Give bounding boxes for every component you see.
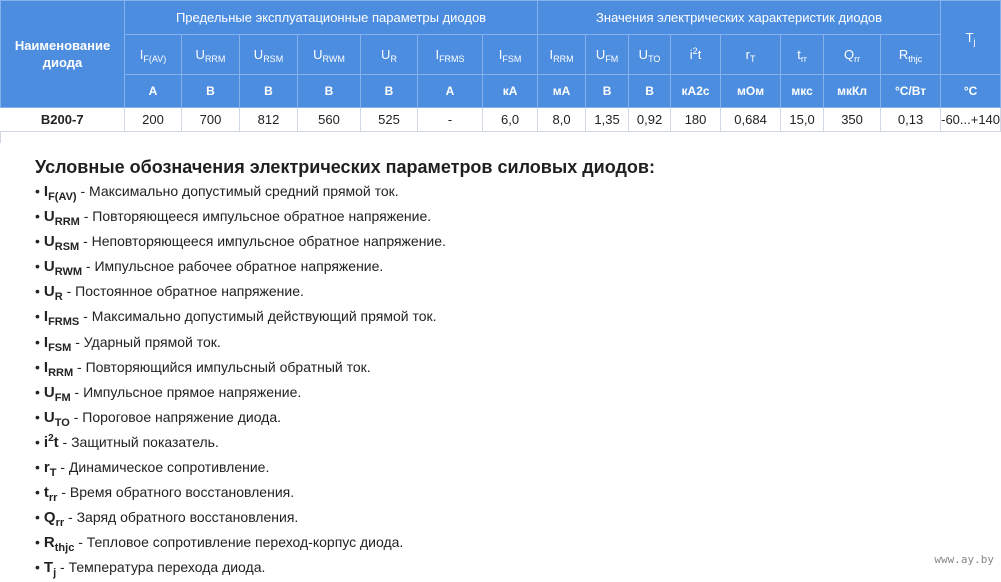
table-cell-3: 560 <box>298 108 361 132</box>
symbol-base: U <box>381 47 391 62</box>
symbol-base: t <box>797 47 801 62</box>
table-cell-14: 0,13 <box>881 108 941 132</box>
header-symbol-5 <box>418 35 483 75</box>
symbol-sub: rr <box>854 54 861 64</box>
legend-symbol-sub: TO <box>54 416 70 429</box>
table-cell-2: 812 <box>240 108 298 132</box>
legend-description: - Пороговое напряжение диода. <box>69 408 282 425</box>
legend-symbol-base: U <box>43 208 55 226</box>
legend-item <box>35 531 935 556</box>
header-unit-13: мкКл <box>824 75 881 108</box>
legend-symbol <box>43 258 83 279</box>
legend-description: - Заряд обратного восстановления. <box>64 509 299 526</box>
table-row <box>1 108 1001 132</box>
symbol-sub: TO <box>648 54 661 64</box>
header-group-limits: Предельные эксплуатационные параметры диодов <box>125 1 538 35</box>
symbol-sub: thjc <box>908 54 923 64</box>
symbol-sup: 2 <box>692 46 698 56</box>
legend-item <box>35 331 935 356</box>
legend-symbol <box>43 484 58 505</box>
legend-symbol-base: U <box>43 283 55 301</box>
symbol-base: U <box>638 47 649 62</box>
symbol-sub: RWM <box>322 54 345 64</box>
legend-description: - Максимально допустимый средний прямой ток. <box>76 183 399 199</box>
header-unit-3: В <box>298 75 361 108</box>
table-cell-10: 180 <box>671 108 721 132</box>
bullet-icon: • <box>35 233 40 250</box>
legend-symbol <box>43 383 71 404</box>
symbol-base: I <box>498 47 503 62</box>
symbol-base: r <box>745 47 750 62</box>
legend-item <box>35 356 935 381</box>
legend-description: - Защитный показатель. <box>58 433 219 450</box>
header-symbol-10 <box>671 35 721 75</box>
table-cell-0: 200 <box>125 108 182 132</box>
header-unit-8: В <box>586 75 629 108</box>
legend-symbol-sub: thjc <box>54 542 75 555</box>
legend-symbol <box>43 509 65 530</box>
legend-symbol-sub: T <box>49 467 57 480</box>
table-cell-11: 0,684 <box>721 108 781 132</box>
bullet-icon: • <box>35 208 40 225</box>
legend-item <box>35 305 935 330</box>
table-cell-13: 350 <box>824 108 881 132</box>
legend-symbol <box>43 233 80 254</box>
symbol-base: i <box>689 47 693 62</box>
header-unit-tj: °С <box>941 75 1001 108</box>
bullet-icon: • <box>35 484 40 501</box>
legend-symbol-sub: RRM <box>48 366 74 379</box>
symbol-sub: RRM <box>553 54 574 64</box>
legend-description: - Тепловое сопротивление переход-корпус диода. <box>74 534 404 551</box>
tj-symbol-sub: j <box>973 37 976 47</box>
legend-title: Условные обозначения электрических параметров силовых диодов: <box>35 157 655 177</box>
legend-symbol-base: I <box>43 183 49 200</box>
legend-symbol-sub: FSM <box>48 341 72 354</box>
legend-symbol <box>43 208 80 229</box>
legend-symbol-base: t <box>43 484 49 502</box>
watermark: www.ay.by <box>934 553 994 566</box>
symbol-sub: FSM <box>502 54 522 64</box>
legend-symbol-base: i <box>43 433 49 451</box>
table-cell-7: 8,0 <box>538 108 586 132</box>
legend-description: - Импульсное прямое напряжение. <box>70 383 302 400</box>
legend-item <box>35 406 935 431</box>
legend-symbol <box>43 534 75 555</box>
legend-description: - Температура перехода диода. <box>56 559 266 576</box>
header-tj <box>941 1 1001 75</box>
legend-symbol-base: U <box>43 258 55 276</box>
header-unit-1: В <box>182 75 240 108</box>
header-unit-4: В <box>361 75 418 108</box>
legend-symbol-base: r <box>43 459 50 477</box>
legend-symbol-base: Q <box>43 509 56 527</box>
legend-symbol-sub: j <box>53 567 57 580</box>
legend-description: - Повторяющееся импульсное обратное напряжение. <box>79 208 432 225</box>
legend-symbol-sub: F(AV) <box>48 191 77 203</box>
header-unit-12: мкс <box>781 75 824 108</box>
legend-symbol-sub: R <box>54 291 63 304</box>
legend-symbol-sub: FM <box>54 391 71 404</box>
symbol-after: t <box>697 47 702 62</box>
legend-description: - Максимально допустимый действующий прямой ток. <box>79 308 437 325</box>
legend-description: - Повторяющийся импульсный обратный ток. <box>73 358 371 375</box>
legend-symbol-base: T <box>43 559 54 577</box>
diode-name-cell: B200-7 <box>1 108 125 132</box>
legend-item <box>35 456 935 481</box>
legend-item <box>35 230 935 255</box>
header-symbol-12 <box>781 35 824 75</box>
legend-description: - Ударный прямой ток. <box>71 333 221 350</box>
symbol-base: U <box>253 47 264 62</box>
table-cell-5: - <box>418 108 483 132</box>
legend-symbol-sup: 2 <box>48 432 54 444</box>
symbol-sub: FRMS <box>439 54 465 64</box>
header-diode-name: Наименование диода <box>1 1 125 108</box>
symbol-base: Q <box>843 47 855 62</box>
diode-parameters-table <box>0 0 1001 132</box>
header-symbol-7 <box>538 35 586 75</box>
bullet-icon: • <box>35 308 40 325</box>
symbol-sub: T <box>749 54 756 64</box>
header-unit-0: А <box>125 75 182 108</box>
header-unit-row <box>1 75 1001 108</box>
legend-symbol <box>43 308 80 329</box>
legend-symbol-base: R <box>43 534 55 552</box>
bullet-icon: • <box>35 258 40 275</box>
symbol-base: I <box>549 47 554 62</box>
legend-symbol <box>43 459 57 480</box>
header-symbol-11 <box>721 35 781 75</box>
legend-symbol-base: I <box>43 358 49 376</box>
legend-item <box>35 556 935 581</box>
legend-symbol-sub: rr <box>48 492 58 505</box>
header-unit-5: А <box>418 75 483 108</box>
header-symbol-14 <box>881 35 941 75</box>
bullet-icon: • <box>35 408 40 425</box>
table-cell-9: 0,92 <box>629 108 671 132</box>
legend-item <box>35 180 935 205</box>
legend-symbol <box>43 333 72 354</box>
table-cell-12: 15,0 <box>781 108 824 132</box>
bullet-icon: • <box>35 358 40 375</box>
bullet-icon: • <box>35 283 40 300</box>
legend-symbol-base: U <box>43 383 55 401</box>
legend-symbol-base: I <box>43 333 49 351</box>
legend-item <box>35 280 935 305</box>
header-symbol-8 <box>586 35 629 75</box>
legend-symbol <box>43 283 63 304</box>
header-symbol-3 <box>298 35 361 75</box>
bullet-icon: • <box>35 534 40 551</box>
symbol-sub: RSM <box>263 54 284 64</box>
bullet-icon: • <box>35 383 40 400</box>
legend-item <box>35 481 935 506</box>
legend-description: - Постоянное обратное напряжение. <box>62 283 304 300</box>
tj-symbol: T <box>965 30 974 45</box>
symbol-sub: RRM <box>204 54 226 64</box>
legend-item <box>35 381 935 406</box>
legend-symbol-sub: RRM <box>54 216 80 229</box>
header-symbol-13 <box>824 35 881 75</box>
header-unit-14: °С/Вт <box>881 75 941 108</box>
legend-symbol <box>43 358 74 379</box>
header-unit-9: В <box>629 75 671 108</box>
legend-item <box>35 431 935 456</box>
legend-symbol <box>43 559 57 580</box>
symbol-sub: R <box>390 54 397 64</box>
table-cell-6: 6,0 <box>483 108 538 132</box>
header-symbol-6 <box>483 35 538 75</box>
table-continuation <box>0 131 1000 143</box>
bullet-icon: • <box>35 333 40 350</box>
legend-symbol-sub: RWM <box>54 266 83 279</box>
header-unit-10: кА2с <box>671 75 721 108</box>
header-unit-6: кА <box>483 75 538 108</box>
legend-symbol-sub: FRMS <box>48 316 80 329</box>
legend-description: - Динамическое сопротивление. <box>56 459 270 476</box>
symbol-sub: rr <box>800 54 807 64</box>
table-cell-8: 1,35 <box>586 108 629 132</box>
legend-symbol-sub: RSM <box>54 241 80 254</box>
legend-list <box>35 180 935 582</box>
legend-symbol-after: t <box>53 433 59 451</box>
symbol-base: R <box>898 47 909 62</box>
table-cell-15: -60...+140 <box>941 108 1001 132</box>
header-symbol-2 <box>240 35 298 75</box>
bullet-icon: • <box>35 509 40 526</box>
header-group-characteristics: Значения электрических характеристик диодов <box>538 1 941 35</box>
symbol-base: U <box>195 47 205 62</box>
legend-item <box>35 506 935 531</box>
bullet-icon: • <box>35 459 40 476</box>
header-unit-2: В <box>240 75 298 108</box>
legend-symbol-base: U <box>43 408 55 426</box>
legend-symbol <box>43 408 70 429</box>
legend-item <box>35 255 935 280</box>
legend-item <box>35 205 935 230</box>
bullet-icon: • <box>35 183 40 199</box>
legend-symbol <box>43 183 77 203</box>
symbol-base: U <box>313 47 323 62</box>
legend-symbol-base: I <box>43 308 49 326</box>
header-unit-7: мА <box>538 75 586 108</box>
bullet-icon: • <box>35 559 40 576</box>
legend-description: - Время обратного восстановления. <box>57 484 295 501</box>
legend-description: - Неповторяющееся импульсное обратное напряжение. <box>79 233 446 250</box>
symbol-base: I <box>139 47 144 62</box>
header-symbol-row <box>1 35 1001 75</box>
symbol-sub: FM <box>605 54 619 64</box>
header-symbol-1 <box>182 35 240 75</box>
header-symbol-4 <box>361 35 418 75</box>
symbol-sub: F(AV) <box>143 54 167 64</box>
legend-symbol <box>44 434 59 451</box>
legend-symbol-base: U <box>43 233 55 251</box>
legend-section <box>35 157 935 582</box>
table-cell-1: 700 <box>182 108 240 132</box>
header-unit-11: мОм <box>721 75 781 108</box>
symbol-base: U <box>595 47 606 62</box>
legend-symbol-sub: rr <box>55 517 65 530</box>
bullet-icon: • <box>35 433 40 450</box>
symbol-base: I <box>435 47 440 62</box>
header-symbol-9 <box>629 35 671 75</box>
header-symbol-0 <box>125 35 182 75</box>
legend-description: - Импульсное рабочее обратное напряжение. <box>82 258 384 275</box>
table-cell-4: 525 <box>361 108 418 132</box>
